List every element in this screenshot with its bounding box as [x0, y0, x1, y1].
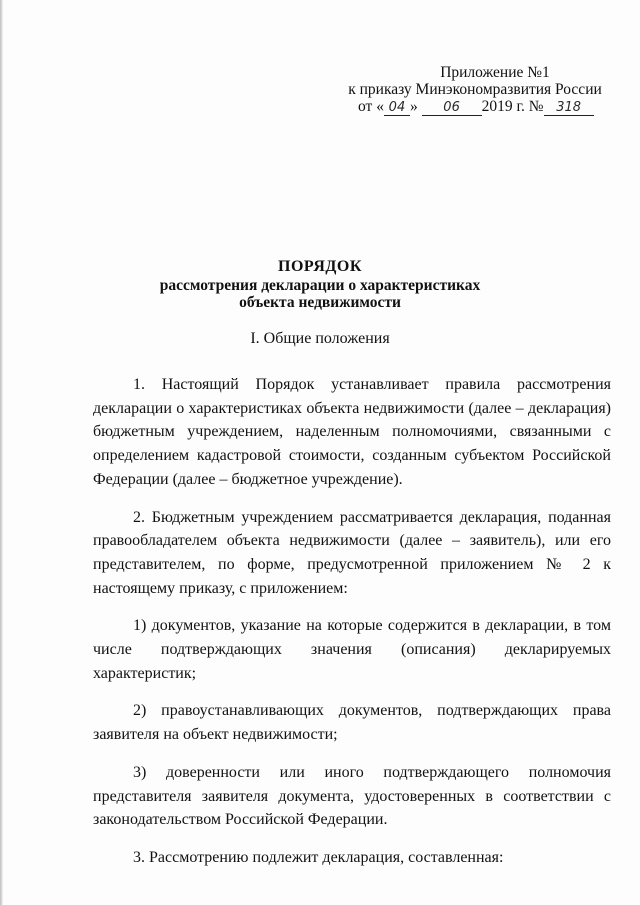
date-prefix: от «	[358, 98, 384, 115]
date-mid: »	[409, 98, 418, 115]
paragraph-2: 2. Бюджетным учреждением рассматривается декларация, поданная правообладателем объекта недвижимости (далее – заявитель), или его представителем, по форме, предусмотренной приложением № 2 к настоящему приказу, с приложением:	[93, 508, 611, 597]
paragraph-3: 3. Рассмотрению подлежит декларация, составленная:	[133, 848, 504, 866]
paragraph-2-item-1: 1) документов, указание на которые содержится в декларации, в том числе подтверждающих значения (описания) декларируемых характеристик;	[93, 617, 611, 682]
document-title	[0, 258, 640, 311]
paragraph-1: 1. Настоящий Порядок устанавливает правила рассмотрения декларации о характеристиках объекта недвижимости (далее – декларация) бюджетным учреждением, наделенным полномочиями, связанными с определением кадастровой стоимости, созданным субъектом Российской Федерации (далее – бюджетное учреждение).	[93, 376, 611, 488]
scan-edge	[0, 0, 3, 905]
body-text	[93, 373, 611, 884]
date-year: 2019 г. №	[481, 98, 544, 115]
appendix-header	[340, 64, 610, 116]
section-heading: I. Общие положения	[250, 330, 390, 347]
title-main: ПОРЯДОК	[278, 258, 362, 275]
handwritten-day: 04	[384, 100, 410, 116]
appendix-date-line	[340, 98, 610, 116]
appendix-order-reference: к приказу Минэкономразвития России	[348, 81, 602, 98]
handwritten-order-number: 318	[544, 100, 594, 116]
appendix-number: Приложение №1	[440, 64, 550, 81]
paragraph-2-item-3: 3) доверенности или иного подтверждающего полномочия представителя заявителя документа, удостоверенных в соответствии с законодательством Российской Федерации.	[93, 763, 611, 829]
title-subtitle-line-2: объекта недвижимости	[239, 294, 401, 311]
handwritten-month: 06	[422, 100, 482, 116]
paragraph-2-item-2: 2) правоустанавливающих документов, подтверждающих права заявителя на объект недвижимости;	[93, 702, 611, 744]
title-subtitle-line-1: рассмотрения декларации о характеристиках	[159, 277, 481, 294]
